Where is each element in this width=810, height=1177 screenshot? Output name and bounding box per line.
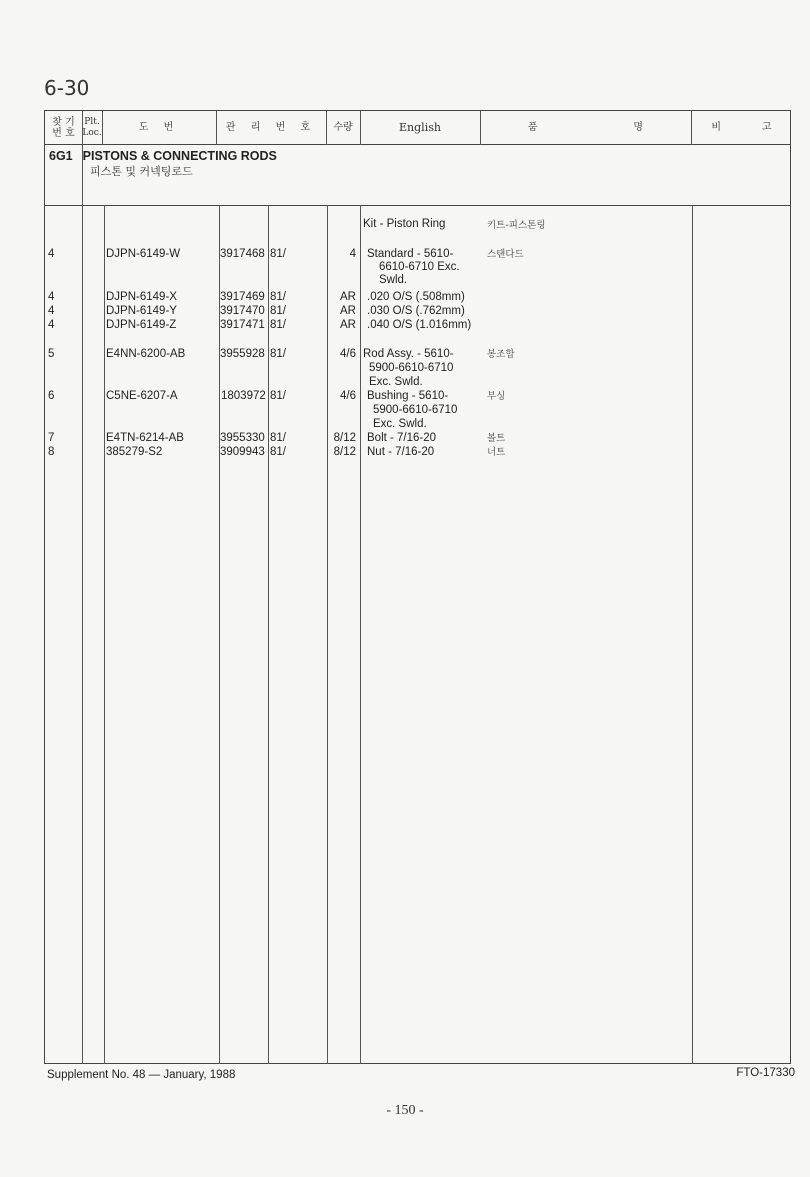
korean-desc: 봉조합	[487, 349, 515, 360]
english-desc: Nut - 7/16-20	[367, 446, 435, 458]
column-divider	[360, 205, 361, 1064]
section-title: 6G1 PISTONS & CONNECTING RODS	[49, 149, 277, 163]
section-divider	[45, 205, 790, 206]
header-korean-name: 품 명	[527, 122, 644, 133]
mgmt-code: 81/	[270, 291, 286, 303]
mgmt-code: 81/	[270, 305, 286, 317]
mgmt-code: 81/	[270, 248, 286, 260]
part-number: E4NN-6200-AB	[106, 348, 186, 360]
quantity: 4/6	[340, 348, 356, 360]
header-part-number: 도 번	[138, 122, 180, 133]
ref-number: 4	[48, 291, 55, 303]
part-number: E4TN-6214-AB	[106, 432, 184, 444]
header-ref: 찾 기 번 호	[52, 116, 75, 139]
part-number: 385279-S2	[106, 446, 163, 458]
mgmt-number: 3917468	[220, 248, 265, 260]
quantity: AR	[340, 319, 356, 331]
mgmt-code: 81/	[270, 432, 286, 444]
mgmt-number: 3909943	[220, 446, 265, 458]
english-desc: .030 O/S (.762mm)	[367, 305, 465, 317]
english-desc: 6610-6710 Exc.	[379, 261, 460, 273]
ref-number: 7	[48, 432, 55, 444]
quantity: AR	[340, 291, 356, 303]
header-english: English	[399, 121, 441, 134]
page-number: - 150 -	[386, 1103, 424, 1118]
section-title-korean: 피스톤 및 커넥팅로드	[90, 165, 193, 178]
ref-number: 4	[48, 319, 55, 331]
english-desc: Bushing - 5610-	[367, 390, 449, 402]
english-desc: Kit - Piston Ring	[363, 218, 446, 230]
korean-desc: 부싱	[487, 391, 506, 402]
korean-desc: 볼트	[487, 433, 506, 444]
ref-number: 4	[48, 248, 55, 260]
korean-desc: 너트	[487, 447, 506, 458]
english-desc: .020 O/S (.508mm)	[367, 291, 465, 303]
header-mgmt-number: 관 리 번 호	[225, 122, 317, 133]
quantity: 8/12	[333, 446, 356, 458]
quantity: 4/6	[340, 390, 356, 402]
mgmt-number: 3917471	[220, 319, 265, 331]
ref-number: 5	[48, 348, 55, 360]
part-number: DJPN-6149-X	[106, 291, 177, 303]
header-divider	[45, 144, 790, 145]
header-loc: Plt. Loc.	[82, 116, 102, 138]
part-number: DJPN-6149-Z	[106, 319, 177, 331]
mgmt-number: 3917470	[220, 305, 265, 317]
page-label: 6-30	[44, 76, 90, 100]
korean-desc: 키트-피스톤링	[487, 220, 546, 231]
column-divider	[82, 111, 83, 1064]
header-remark: 비 고	[711, 122, 772, 133]
mgmt-code: 81/	[270, 446, 286, 458]
english-desc: Rod Assy. - 5610-	[363, 348, 454, 360]
english-desc: 5900-6610-6710	[373, 404, 458, 416]
ref-number: 6	[48, 390, 55, 402]
ref-number: 4	[48, 305, 55, 317]
english-desc: .040 O/S (1.016mm)	[367, 319, 472, 331]
english-desc: Bolt - 7/16-20	[367, 432, 437, 444]
mgmt-number: 3955330	[220, 432, 265, 444]
mgmt-number: 3917469	[220, 291, 265, 303]
english-desc: Exc. Swld.	[373, 418, 427, 430]
mgmt-code: 81/	[270, 348, 286, 360]
korean-desc: 스탠다드	[487, 249, 524, 260]
part-number: C5NE-6207-A	[106, 390, 178, 402]
column-divider	[327, 205, 328, 1064]
column-divider	[268, 205, 269, 1064]
quantity: AR	[340, 305, 356, 317]
mgmt-code: 81/	[270, 390, 286, 402]
mgmt-number: 1803972	[221, 390, 266, 402]
english-desc: Swld.	[379, 274, 408, 286]
header-qty: 수량	[333, 122, 353, 133]
document-code: FTO-17330	[736, 1067, 795, 1079]
english-desc: 5900-6610-6710	[369, 362, 454, 374]
quantity: 8/12	[333, 432, 356, 444]
parts-table	[44, 110, 791, 1064]
column-divider	[219, 205, 220, 1064]
part-number: DJPN-6149-W	[106, 248, 181, 260]
column-divider	[692, 205, 693, 1064]
supplement-note: Supplement No. 48 — January, 1988	[47, 1069, 236, 1081]
part-number: DJPN-6149-Y	[106, 305, 177, 317]
english-desc: Exc. Swld.	[369, 376, 423, 388]
mgmt-code: 81/	[270, 319, 286, 331]
mgmt-number: 3955928	[220, 348, 265, 360]
english-desc: Standard - 5610-	[367, 248, 454, 260]
column-divider	[104, 205, 105, 1064]
ref-number: 8	[48, 446, 55, 458]
quantity: 4	[349, 248, 356, 260]
